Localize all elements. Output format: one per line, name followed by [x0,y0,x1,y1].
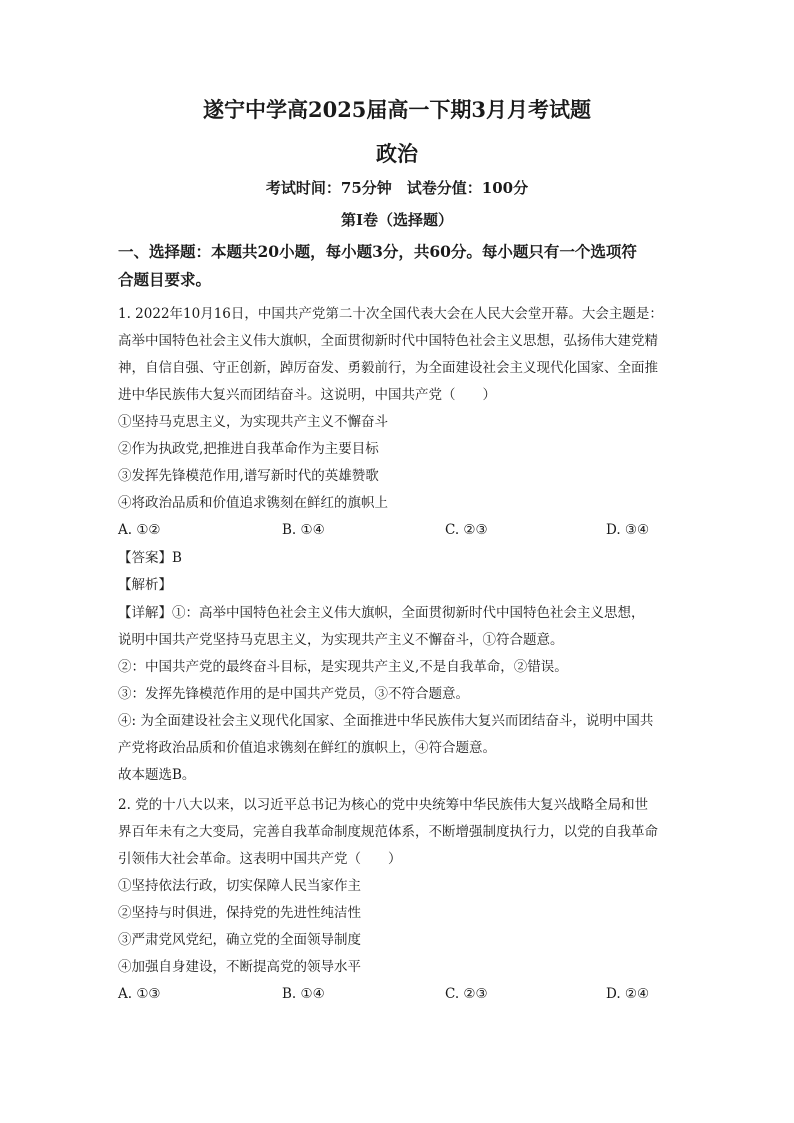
exam-title: 遂宁中学高2025届高一下期3月月考试题 [202,97,592,122]
q2-option-c: C. ②③ [445,986,488,1002]
q1-stem-line: 神，自信自强、守正创新，踔厉奋发、勇毅前行，为全面建设社会主义现代化国家、全面推 [118,360,658,376]
q1-option-b: B. ①④ [282,522,325,538]
q1-option-d: D. ③④ [606,522,650,538]
q2-item: ③严肃党风党纪，确立党的全面领导制度 [118,932,361,948]
q1-item: ①坚持马克思主义，为实现共产主义不懈奋斗 [118,414,388,430]
q2-option-a: A. ①③ [118,986,161,1002]
q2-item: ④加强自身建设，不断提高党的领导水平 [118,959,361,975]
volume-title: 第Ⅰ卷（选择题） [340,211,454,229]
q2-stem-line: 2. 党的十八大以来，以习近平总书记为核心的党中央统筹中华民族伟大复兴战略全局和世 [118,797,649,813]
q1-analysis-line: 故本题选B。 [118,767,196,783]
q2-option-d: D. ②④ [606,986,650,1002]
q2-item: ①坚持依法行政，切实保障人民当家作主 [118,878,361,894]
exam-subject: 政治 [376,141,418,166]
q1-analysis-line: 【详解】①：高举中国特色社会主义伟大旗帜，全面贯彻新时代中国特色社会主义思想， [118,605,645,621]
q1-item: ②作为执政党,把推进自我革命作为主要目标 [118,441,379,457]
q1-analysis-line: 说明中国共产党坚持马克思主义，为实现共产主义不懈奋斗，①符合题意。 [118,632,564,648]
q2-stem-line: 界百年未有之大变局，完善自我革命制度规范体系，不断增强制度执行力，以党的自我革命 [118,824,658,840]
q1-option-c: C. ②③ [445,522,488,538]
section-heading-line1: 一、选择题：本题共20小题，每小题3分，共60分。每小题只有一个选项符 [118,242,637,261]
q1-item: ③发挥先锋模范作用,谱写新时代的英雄赞歌 [118,468,379,484]
q1-option-a: A. ①② [118,522,161,538]
q1-analysis-title: 【解析】 [118,577,172,593]
q1-stem-line: 进中华民族伟大复兴而团结奋斗。这说明，中国共产党（ ） [118,387,496,403]
q1-answer: 【答案】B [118,550,182,566]
q1-stem-line: 1. 2022年10月16日，中国共产党第二十次全国代表大会在人民大会堂开幕。大会主题是： [118,306,663,322]
q1-analysis-line: ③：发挥先锋模范作用的是中国共产党员，③不符合题意。 [118,686,469,702]
q2-stem-line: 引领伟大社会革命。这表明中国共产党（ ） [118,851,402,867]
exam-info: 考试时间：75分钟 试卷分值：100分 [265,179,529,197]
q2-option-b: B. ①④ [282,986,325,1002]
q1-analysis-line: ②：中国共产党的最终奋斗目标，是实现共产主义,不是自我革命，②错误。 [118,659,568,675]
q1-item: ④将政治品质和价值追求镌刻在鲜红的旗帜上 [118,495,388,511]
q2-item: ②坚持与时俱进，保持党的先进性纯洁性 [118,905,361,921]
q1-analysis-line: ④: 为全面建设社会主义现代化国家、全面推进中华民族伟大复兴而团结奋斗，说明中国共 [118,713,654,729]
q1-analysis-line: 产党将政治品质和价值追求镌刻在鲜红的旗帜上，④符合题意。 [118,740,496,756]
q1-stem-line: 高举中国特色社会主义伟大旗帜，全面贯彻新时代中国特色社会主义思想，弘扬伟大建党精 [118,333,658,349]
section-heading-line2: 合题目要求。 [118,270,212,289]
